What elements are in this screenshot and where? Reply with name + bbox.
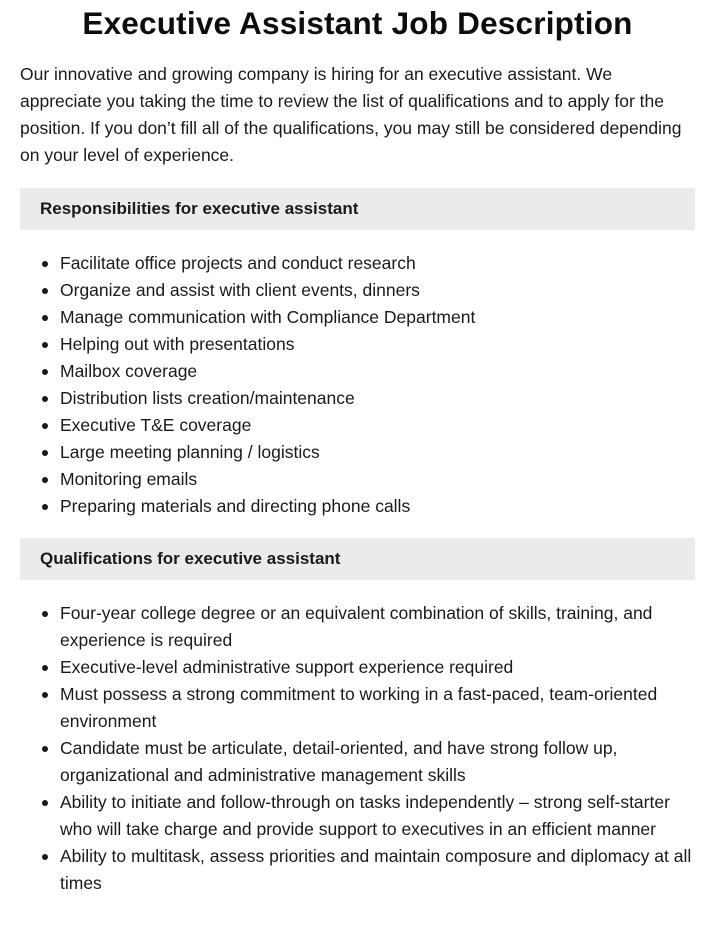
list-item: Preparing materials and directing phone calls — [60, 493, 695, 520]
list-item: Organize and assist with client events, dinners — [60, 277, 695, 304]
list-item: Monitoring emails — [60, 466, 695, 493]
list-item: Executive-level administrative support experience required — [60, 654, 695, 681]
list-item: Helping out with presentations — [60, 331, 695, 358]
list-item: Facilitate office projects and conduct research — [60, 250, 695, 277]
list-item: Ability to initiate and follow-through on tasks independently – strong self-starter who will take charge and provide support to executives in an efficient manner — [60, 789, 695, 843]
list-item: Executive T&E coverage — [60, 412, 695, 439]
list-item: Manage communication with Compliance Department — [60, 304, 695, 331]
qualifications-header: Qualifications for executive assistant — [20, 538, 695, 580]
list-item: Ability to multitask, assess priorities and maintain composure and diplomacy at all times — [60, 843, 695, 897]
responsibilities-list — [20, 250, 695, 520]
list-item: Large meeting planning / logistics — [60, 439, 695, 466]
qualifications-list — [20, 600, 695, 897]
list-item: Candidate must be articulate, detail-oriented, and have strong follow up, organizational and administrative management skills — [60, 735, 695, 789]
page-title: Executive Assistant Job Description — [82, 5, 633, 41]
responsibilities-header: Responsibilities for executive assistant — [20, 188, 695, 230]
list-item: Must possess a strong commitment to working in a fast-paced, team-oriented environment — [60, 681, 695, 735]
list-item: Four-year college degree or an equivalent combination of skills, training, and experience is required — [60, 600, 695, 654]
list-item: Mailbox coverage — [60, 358, 695, 385]
list-item: Distribution lists creation/maintenance — [60, 385, 695, 412]
intro-paragraph: Our innovative and growing company is hiring for an executive assistant. We appreciate you taking the time to review the list of qualifications and to apply for the position. If you don’t fill all of the qualifications, you may still be considered depending on your level of experience. — [20, 64, 682, 165]
